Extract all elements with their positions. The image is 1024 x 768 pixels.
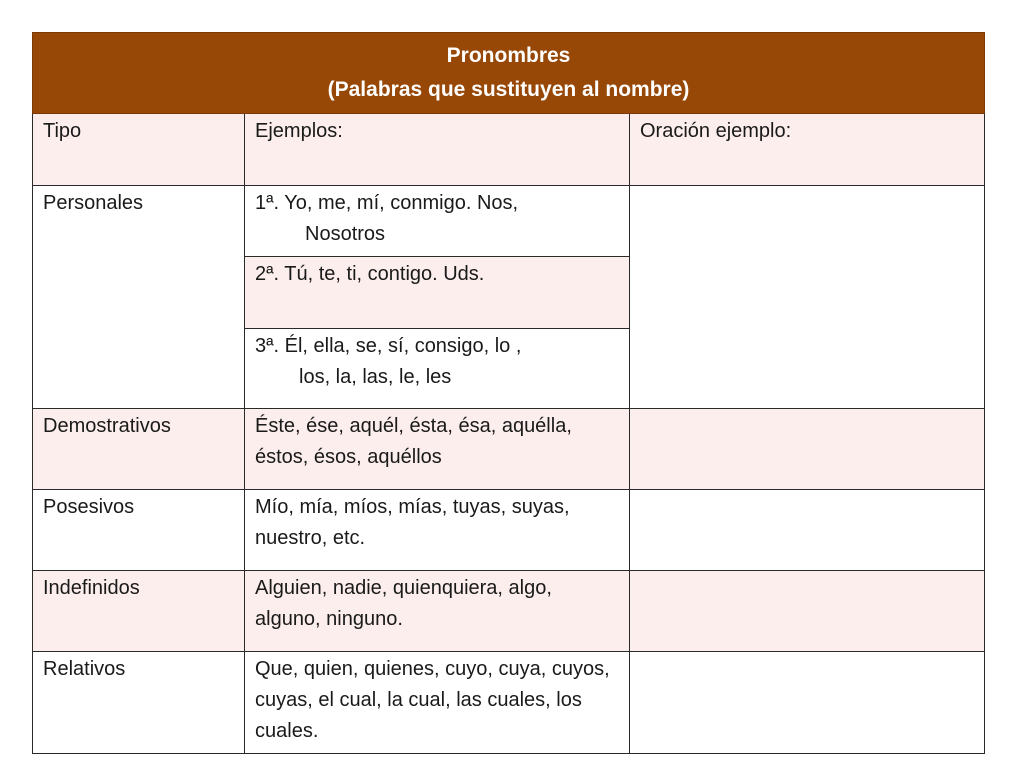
cell-ejemplos-segunda: 2ª. Tú, te, ti, contigo. Uds. [245, 257, 630, 329]
title-line-2: (Palabras que sustituyen al nombre) [327, 78, 690, 101]
pronouns-table [32, 32, 985, 754]
cell-tipo: Relativos [33, 652, 245, 754]
cell-tipo: Indefinidos [33, 571, 245, 652]
primera-line-2: Nosotros [305, 223, 386, 245]
tercera-line-1: 3ª. Él, ella, se, sí, consigo, lo , [255, 335, 522, 357]
table-row [33, 652, 985, 754]
cell-oracion [630, 409, 985, 490]
header-tipo: Tipo [33, 114, 245, 186]
cell-ejemplos-tercera [245, 329, 630, 409]
table-row [33, 571, 985, 652]
cell-tipo-personales: Personales [33, 186, 245, 409]
table-row [33, 490, 985, 571]
cell-ejemplos-primera [245, 186, 630, 257]
header-ejemplos: Ejemplos: [245, 114, 630, 186]
title-line-1: Pronombres [446, 44, 571, 67]
cell-tipo: Demostrativos [33, 409, 245, 490]
title-row [33, 33, 985, 114]
cell-ejemplos: Mío, mía, míos, mías, tuyas, suyas, nuestro, etc. [245, 490, 630, 571]
cell-ejemplos: Que, quien, quienes, cuyo, cuya, cuyos, cuyas, el cual, la cual, las cuales, los cuales. [245, 652, 630, 754]
cell-oracion [630, 571, 985, 652]
table-title [33, 33, 985, 114]
cell-ejemplos: Alguien, nadie, quienquiera, algo, alguno, ninguno. [245, 571, 630, 652]
cell-oracion-personales [630, 186, 985, 409]
header-row [33, 114, 985, 186]
row-personales-1 [33, 186, 985, 257]
cell-ejemplos: Éste, ése, aquél, ésta, ésa, aquélla, éstos, ésos, aquéllos [245, 409, 630, 490]
cell-tipo: Posesivos [33, 490, 245, 571]
tercera-line-2: los, la, las, le, les [299, 366, 452, 388]
cell-oracion [630, 490, 985, 571]
cell-oracion [630, 652, 985, 754]
table-row [33, 409, 985, 490]
header-oracion: Oración ejemplo: [630, 114, 985, 186]
primera-line-1: 1ª. Yo, me, mí, conmigo. Nos, [255, 192, 519, 214]
